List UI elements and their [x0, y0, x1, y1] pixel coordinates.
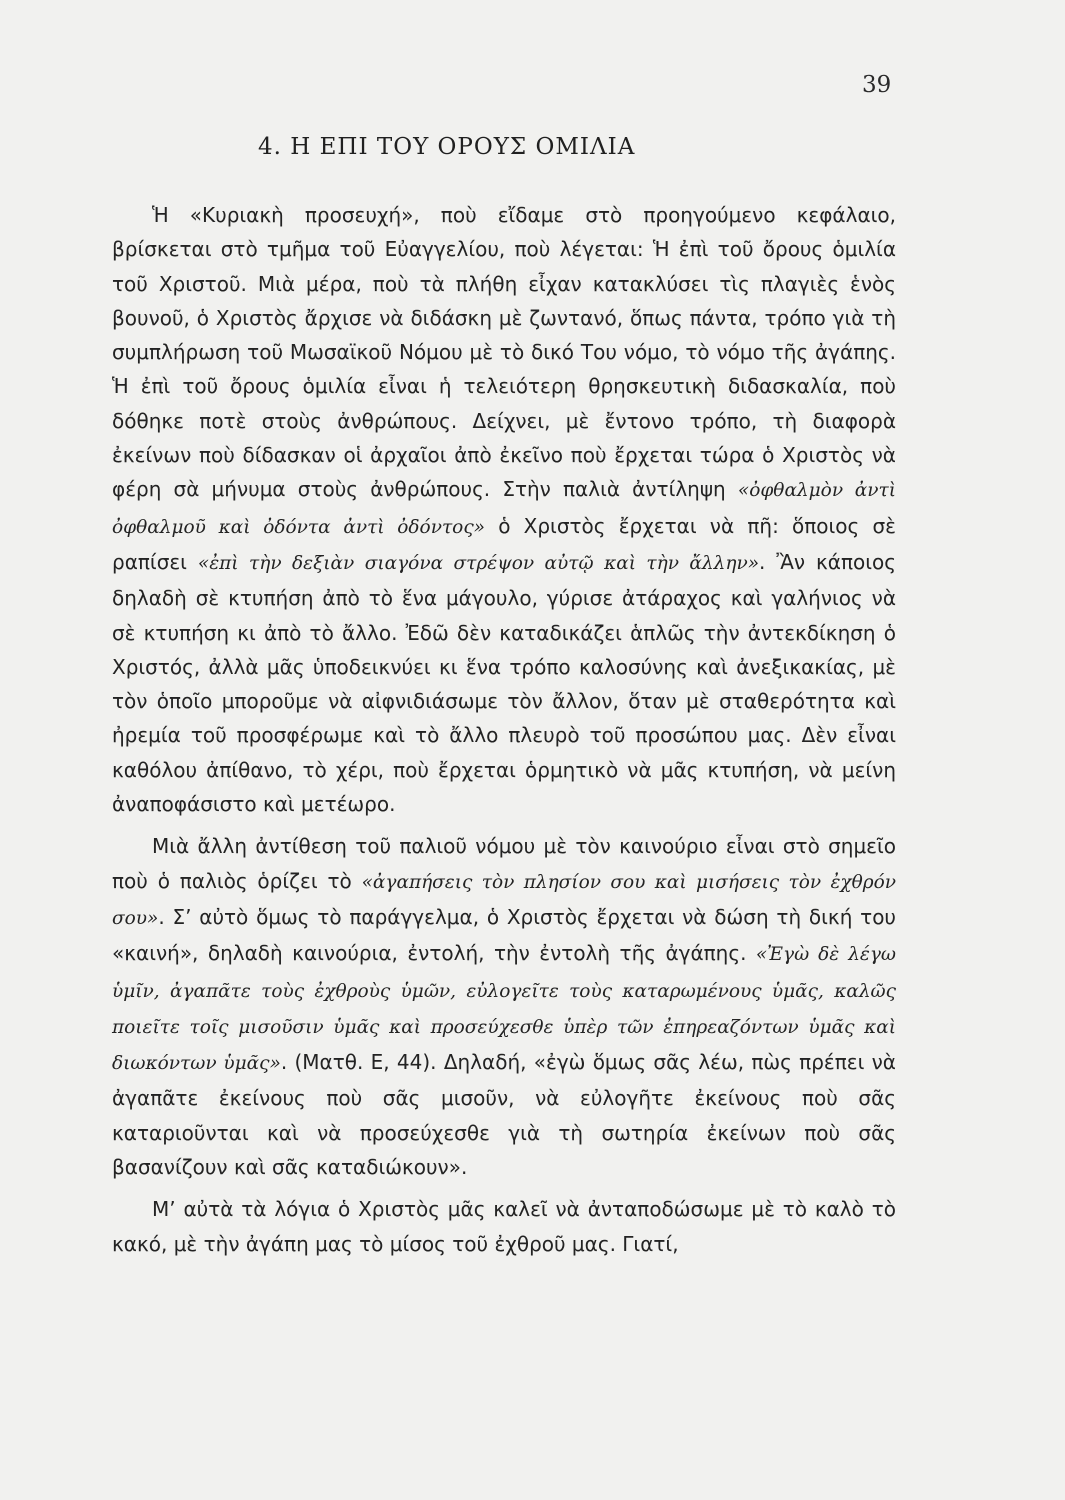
scripture-quote: «ὀφθαλμὸν ἀντὶ ὀφθαλμοῦ καὶ ὀδόντα ἀντὶ ὀδόντος»: [112, 480, 896, 538]
text-segment: Ἡ «Κυριακὴ προσευχή», ποὺ εἴδαμε στὸ προηγούμενο κεφάλαιο, βρίσκεται στὸ τμῆμα τοῦ Εὐαγγελίου, ποὺ λέγεται: Ἡ ἐπὶ τοῦ ὄρους ὁμιλία τοῦ Χριστοῦ. Μιὰ μέρα, ποὺ τὰ πλήθη εἶχαν κατακλύσει τὶς πλαγιὲς ἑνὸς βουνοῦ, ὁ Χριστὸς ἄρχισε νὰ διδάσκη μὲ ζωντανό, ὅπως πάντα, τρόπο γιὰ τὴ συμπλήρωση τοῦ Μωσαϊκοῦ Νόμου μὲ τὸ δικό Του νόμο, τὸ νόμο τῆς ἀγάπης. Ἡ ἐπὶ τοῦ ὄρους ὁμιλία εἶναι ἡ τελειότερη θρησκευτικὴ διδασκαλία, ποὺ δόθηκε ποτὲ στοὺς ἀνθρώπους. Δείχνει, μὲ ἔντονο τρόπο, τὴ διαφορὰ ἐκείνων ποὺ δίδασκαν οἱ ἀρχαῖοι ἀπὸ ἐκεῖνο ποὺ ἔρχεται τώρα ὁ Χριστὸς νὰ φέρη σὰ μήνυμα στοὺς ἀνθρώπους. Στὴν παλιὰ ἀντίληψη: [112, 203, 896, 502]
text-segment: . Ἂν κάποιος δηλαδὴ σὲ κτυπήση ἀπὸ τὸ ἕνα μάγουλο, γύρισε ἀτάραχος καὶ γαλήνιος νὰ σὲ κτυπήση κι ἀπὸ τὸ ἄλλο. Ἐδῶ δὲν καταδικάζει ἁπλῶς τὴν ἀντεκδίκηση ὁ Χριστός, ἀλλὰ μᾶς ὑποδεικνύει κι ἕνα τρόπο καλοσύνης καὶ ἀνεξικακίας, μὲ τὸν ὁποῖο μποροῦμε νὰ αἰφνιδιάσωμε τὸν ἄλλον, ὅταν μὲ σταθερότητα καὶ ἠρεμία τοῦ προσφέρωμε καὶ τὸ ἄλλο πλευρὸ τοῦ προσώπου μας. Δὲν εἶναι καθόλου ἀπίθανο, τὸ χέρι, ποὺ ἔρχεται ὁρμητικὸ νὰ μᾶς κτυπήση, νὰ μείνη ἀναποφάσιστο καὶ μετέωρο.: [112, 549, 896, 817]
paragraph: [112, 1192, 896, 1261]
text-segment: ὁ Χριστὸς ἔρχεται νὰ πῆ: ὅποιος σὲ ραπίσει: [112, 513, 896, 574]
page-number: 39: [862, 72, 892, 98]
scripture-quote: «ἐπὶ τὴν δεξιὰν σιαγόνα στρέψον αὐτῷ καὶ τὴν ἄλλην»: [197, 552, 760, 574]
paragraph: [112, 198, 896, 821]
text-segment: Μιὰ ἄλλη ἀντίθεση τοῦ παλιοῦ νόμου μὲ τὸν καινούριο εἶναι στὸ σημεῖο ποὺ ὁ παλιὸς ὁρίζει τὸ: [112, 834, 896, 893]
scripture-quote: «Ἐγὼ δὲ λέγω ὑμῖν, ἀγαπᾶτε τοὺς ἐχθροὺς ὑμῶν, εὐλογεῖτε τοὺς καταρωμένους ὑμᾶς, καλῶς ποιεῖτε τοῖς μισοῦσιν ὑμᾶς καὶ προσεύχεσθε ὑπὲρ τῶν ἐπηρεαζόντων ὑμᾶς καὶ διωκόντων ὑμᾶς»: [112, 944, 896, 1075]
scripture-quote: «ἀγαπήσεις τὸν πλησίον σου καὶ μισήσεις τὸν ἐχθρόν σου»: [112, 871, 897, 929]
text-segment: . Σ’ αὐτὸ ὅμως τὸ παράγγελμα, ὁ Χριστὸς ἔρχεται νὰ δώση τὴ δική του «καινή», δηλαδὴ καινούρια, ἐντολή, τὴν ἐντολὴ τῆς ἀγάπης.: [112, 904, 896, 966]
text-segment: . (Ματθ. Ε, 44). Δηλαδή, «ἐγὼ ὅμως σᾶς λέω, πὼς πρέπει νὰ ἀγαπᾶτε ἐκείνους ποὺ σᾶς μισοῦν, νὰ εὐλογῆτε ἐκείνους ποὺ σᾶς καταριοῦνται καὶ νὰ προσεύχεσθε γιὰ τὴ σωτηρία ἐκείνων ποὺ σᾶς βασανίζουν καὶ σᾶς καταδιώκουν».: [112, 1050, 896, 1180]
body-text: [112, 198, 896, 1261]
text-segment: Μ’ αὐτὰ τὰ λόγια ὁ Χριστὸς μᾶς καλεῖ νὰ ἀνταποδώσωμε μὲ τὸ καλὸ τὸ κακό, μὲ τὴν ἀγάπη μας τὸ μίσος τοῦ ἐχθροῦ μας. Γιατί,: [112, 1197, 896, 1256]
paragraph: [112, 829, 896, 1184]
chapter-title: 4. Η ΕΠΙ ΤΟΥ ΟΡΟΥΣ ΟΜΙΛΙΑ: [258, 134, 636, 160]
